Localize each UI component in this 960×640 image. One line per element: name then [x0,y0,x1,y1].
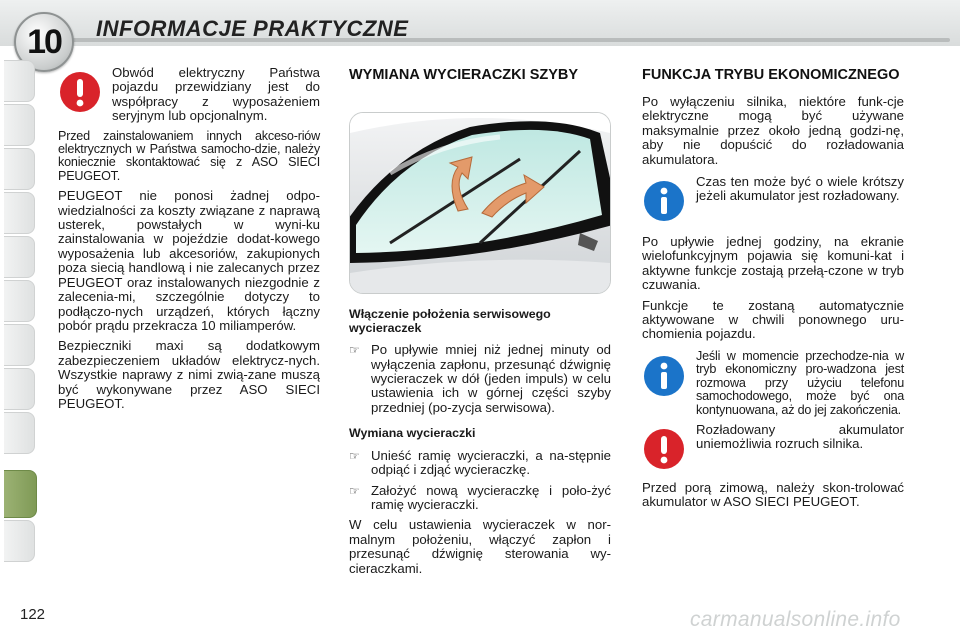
pointing-hand-icon: ☞ [349,448,360,463]
page-number: 122 [20,606,46,623]
warning-text: Obwód elektryczny Państwa pojazdu przewidziany jest do współpracy z wyposażeniem seryjnym lub opcjonalnym. [112,65,320,124]
chapter-tab[interactable] [4,280,35,322]
windscreen-wipers-illustration [349,112,611,294]
economy-intro: Po wyłączeniu silnika, niektóre funk-cje elektryczne mogą być używane maksymalnie przez około jedną godzi-nę, aby nie dopuścić do rozładowania akumulatora. [642,94,904,167]
chapter-tab[interactable] [4,104,35,146]
info-notice [642,350,904,417]
info-text-phone: Jeśli w momencie przechodze-nia w tryb ekonomiczny pro-wadzona jest rozmowa przy użyciu telefonu samochodowego, może być ona kontynuowana, aż do jej zakończenia. [696,348,904,417]
warning-exclamation-icon [58,70,102,117]
chapter-tab[interactable] [4,236,35,278]
middle-column-body [349,308,611,582]
chapter-tab[interactable] [4,368,35,410]
economy-mode-title: FUNKCJA TRYBU EKONOMICZNEGO [642,67,900,83]
accessory-note: Przed zainstalowaniem innych akceso-riów elektrycznych w Państwa samocho-dzie, należy koniecznie skontaktować się z ASO SIECI PEUGEOT. [58,128,320,183]
economy-reactivation-paragraph: Funkcje te zostaną automatycznie aktywowane w chwili ponownego uru-chomienia pojazdu. [642,297,904,342]
wiper-replace-subtitle: Wymiana wycieraczki [349,426,476,441]
service-position-subtitle: Włączenie położenia serwisowego wycieraczek [349,307,551,335]
chapter-tabs [0,60,40,580]
chapter-tab[interactable] [4,412,35,454]
list-item [349,449,611,478]
warning-exclamation-icon [642,427,686,474]
chapter-number-badge: 10 [14,12,74,72]
maxi-fuses-paragraph: Bezpieczniki maxi są dodatkowym zabezpieczeniem układów elektrycz-nych. Wszystkie naprawy z nimi zwią-zane muszą być wykonywane przez ASO SIECI PEUGEOT. [58,338,320,411]
watermark: carmanualsonline.info [690,608,901,631]
economy-message-paragraph: Po upływie jednej godziny, na ekranie wielofunkcyjnym pojawia się komuni-kat i aktywne funkcje zostają przełą-czone w tryb czuwania. [642,234,904,293]
replace-step-1: Unieść ramię wycieraczki, a na-stępnie odpiąć i zdjąć wycieraczkę. [371,447,611,478]
right-column [642,68,904,516]
wiper-section-title: WYMIANA WYCIERACZKI SZYBY [349,67,579,83]
liability-paragraph: PEUGEOT nie ponosi żadnej odpo-wiedzialności za koszty związane z naprawą usterek, powstałych w wyni-ku zainstalowania w pojeździe dodat-kowego wyposażenia lub akcesoriów, zakupionych poza siecią handlową i nie zalecanych przez PEUGEOT oraz instalowanych niezgodnie z zalecenia-mi, szczególnie dotyczy to podłączo-nych urządzeń, których łączny pobór prądu przekracza 10 miliamperów. [58,188,320,333]
warning-notice [58,66,320,124]
info-text-battery: Czas ten może być o wiele krótszy jeżeli akumulator jest rozładowany. [696,174,904,204]
replace-step-2: Założyć nową wycieraczkę i poło-żyć ramię wycieraczki. [371,482,611,513]
chapter-tab[interactable] [4,148,35,190]
service-position-step: Po upływie mniej niż jednej minuty od wyłączenia zapłonu, przesunąć dźwignię wycieraczek w dół (jeden impuls) w celu ustawienia ich w górnej części szyby przedniej (po-zycja serwisowa). [371,342,611,415]
chapter-tab-active[interactable] [4,470,37,518]
pointing-hand-icon: ☞ [349,343,360,358]
info-icon [642,354,686,401]
chapter-tab[interactable] [4,520,35,562]
left-column [58,66,320,417]
warning-notice [642,423,904,475]
chapter-title: INFORMACJE PRAKTYCZNE [96,16,409,41]
chapter-tab[interactable] [4,60,35,102]
pointing-hand-icon: ☞ [349,483,360,498]
warning-text-battery: Rozładowany akumulator uniemożliwia rozruch silnika. [696,421,904,452]
info-icon [642,179,686,226]
winter-check-paragraph: Przed porą zimową, należy skon-trolować akumulator w ASO SIECI PEUGEOT. [642,479,904,510]
normal-position-paragraph: W celu ustawienia wycieraczek w nor-malnym położeniu, włączyć zapłon i przesunąć dźwignię sterowania wy-cieraczkami. [349,517,611,576]
middle-column [349,68,611,83]
chapter-tab[interactable] [4,192,35,234]
list-item [349,484,611,513]
list-item [349,343,611,415]
info-notice [642,175,904,227]
chapter-tab[interactable] [4,324,35,366]
